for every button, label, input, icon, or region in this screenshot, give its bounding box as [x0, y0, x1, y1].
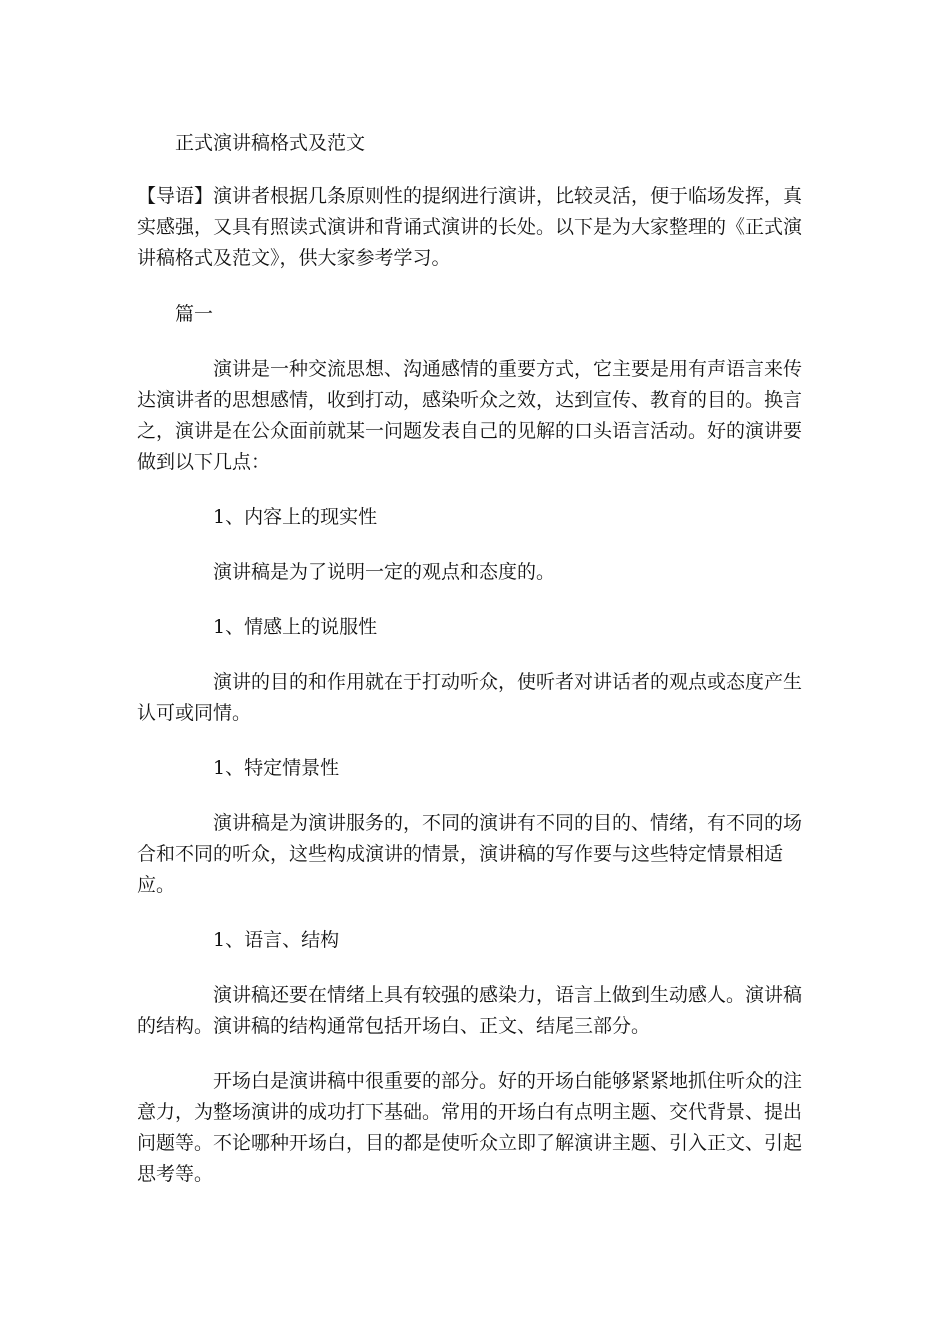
body-paragraph: 演讲稿是为了说明一定的观点和态度的。: [213, 561, 556, 583]
lead-paragraph: 【导语】演讲者根据几条原则性的提纲进行演讲，比较灵活，便于临场发挥，真实感强，又具有照读式演讲和背诵式演讲的长处。以下是为大家整理的《正式演讲稿格式及范文》，供大家参考学习。: [137, 185, 803, 269]
document-body: [137, 128, 820, 1214]
list-item-heading: 1、情感上的说服性: [213, 616, 378, 638]
list-item-heading: 1、内容上的现实性: [213, 506, 378, 528]
body-paragraph: 演讲稿还要在情绪上具有较强的感染力，语言上做到生动感人。演讲稿的结构。演讲稿的结构通常包括开场白、正文、结尾三部分。: [137, 984, 803, 1037]
body-paragraph: 演讲是一种交流思想、沟通感情的重要方式，它主要是用有声语言来传达演讲者的思想感情，收到打动，感染听众之效，达到宣传、教育的目的。换言之，演讲是在公众面前就某一问题发表自己的见解的口头语言活动。好的演讲要做到以下几点：: [137, 358, 803, 473]
list-item-heading: 1、语言、结构: [213, 929, 340, 951]
section-title: 篇一: [175, 303, 214, 325]
body-paragraph: 演讲稿是为演讲服务的，不同的演讲有不同的目的、情绪，有不同的场合和不同的听众，这些构成演讲的情景，演讲稿的写作要与这些特定情景相适应。: [137, 812, 803, 896]
list-item-heading: 1、特定情景性: [213, 757, 340, 779]
body-paragraph: 开场白是演讲稿中很重要的部分。好的开场白能够紧紧地抓住听众的注意力，为整场演讲的成功打下基础。常用的开场白有点明主题、交代背景、提出问题等。不论哪种开场白，目的都是使听众立即了解演讲主题、引入正文、引起思考等。: [137, 1070, 803, 1185]
document-title: 正式演讲稿格式及范文: [175, 132, 366, 154]
body-paragraph: 演讲的目的和作用就在于打动听众，使听者对讲话者的观点或态度产生认可或同情。: [137, 671, 803, 724]
